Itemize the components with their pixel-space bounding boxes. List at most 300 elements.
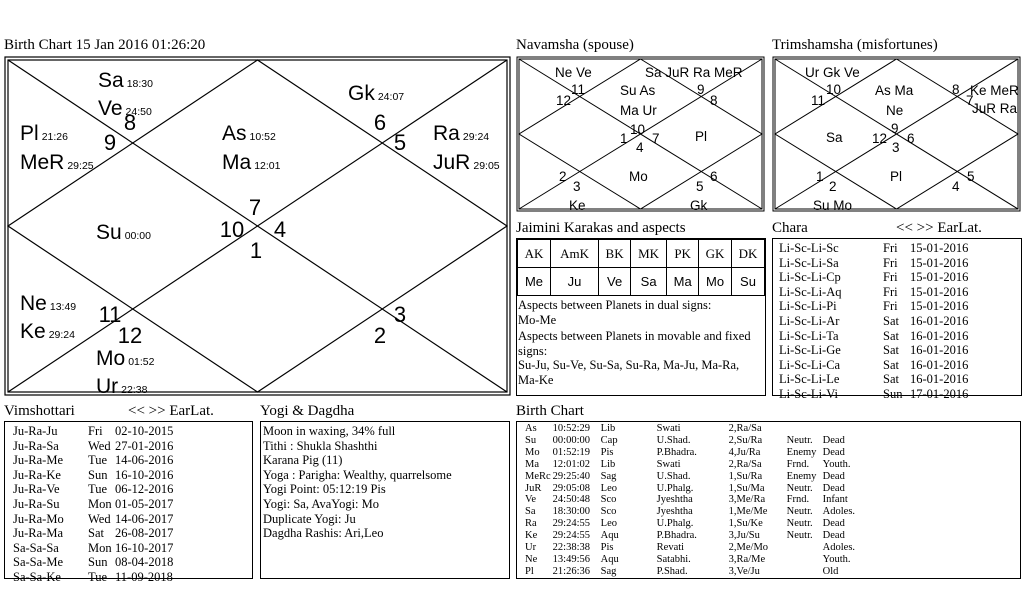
dasha-period: Ju-Ra-Ju [13,424,58,438]
planet-name: MeR [20,151,65,174]
house-number: 11 [98,302,122,327]
planet-row [525,459,875,471]
planet-avastha: Dead [822,470,845,482]
planet-nakshatra: Swati [656,458,681,470]
dasha-date: 15-01-2016 [910,255,969,270]
dasha-weekday: Tue [88,482,107,497]
planet-degree: 10:52 [249,131,276,143]
dasha-period: Li-Sc-Li-Sc [779,241,839,255]
dasha-row[interactable] [13,497,195,512]
chart-label: Pl [695,129,708,144]
dasha-period: Ju-Ra-Ke [13,467,61,482]
planet-name: Ke [20,320,46,343]
planet-row [525,423,875,435]
aspects-movable-title: Aspects between Planets in movable and fixed signs: [518,329,751,358]
planet-mer [20,151,94,174]
chart-label: Ur Gk Ve [805,65,860,80]
planet-row [525,566,875,578]
chart-label: Su As [620,83,656,98]
planet-row [525,530,875,542]
planet-mo [96,347,155,370]
birth-table-panel [516,421,1021,579]
dasha-row[interactable] [779,343,990,358]
dasha-row[interactable] [13,541,195,556]
dasha-period: Li-Sc-Li-Le [779,372,840,387]
planet-relation [787,566,823,578]
dasha-period: Li-Sc-Li-Ar [779,313,840,328]
dasha-weekday: Sat [883,313,899,328]
dasha-weekday: Sat [883,328,899,343]
dasha-weekday: Sun [88,555,108,570]
planet-body: As [525,423,537,434]
planet-sign: Sag [600,470,617,482]
chart-label: JuR Ra [972,101,1018,116]
dasha-period: Li-Sc-Li-Ge [779,343,841,358]
dasha-date: 16-01-2016 [910,313,969,328]
planet-pada-lords: 2,Me/Mo [728,542,769,554]
planet-degree: 29:25 [67,160,94,172]
planet-pada-lords: 4,Ju/Ra [728,446,761,458]
dasha-row[interactable] [13,526,195,541]
dasha-row[interactable] [13,512,195,527]
planet-body: JuR [525,482,542,494]
planet-sign: Pis [600,542,614,554]
chart-label: 5 [696,179,704,194]
planet-nakshatra: Revati [656,542,685,554]
chart-label: 1 [620,131,628,146]
chart-label: 12 [556,93,572,108]
chart-label: As Ma [875,83,914,98]
dasha-row[interactable] [779,241,990,256]
dasha-row[interactable] [13,424,195,439]
dasha-date: 06-12-2016 [115,482,174,497]
planet-relation: Neutr. [786,518,813,530]
dasha-weekday: Fri [883,270,898,285]
planet-pada-lords: 2,Su/Ra [728,434,763,446]
dasha-row[interactable] [13,570,195,585]
planet-sign: Sag [600,565,617,577]
planet-body: Ra [525,518,537,530]
planet-name: As [222,122,247,145]
planet-pada-lords: 2,Ra/Sa [728,423,762,434]
planet-degree: 24:07 [377,91,405,103]
planet-pada-lords: 3,Me/Ra [728,494,766,506]
yogi-title: Yogi & Dagdha [260,403,355,419]
planet-relation: Neutr. [786,530,813,542]
dasha-weekday: Fri [883,284,898,299]
karaka-value: Su [732,268,765,296]
chart-label: Ne [886,103,904,118]
planet-longitude: 29:25:40 [552,470,591,482]
dasha-date: 16-01-2016 [910,372,969,387]
dasha-row[interactable] [13,453,195,468]
planet-relation: Enemy [786,470,817,482]
chart-label: 11 [811,93,826,108]
planet-body: Ne [525,553,538,565]
planet-ra [433,122,489,145]
planet-degree: 18:30 [126,78,153,90]
planet-nakshatra: Satabhi. [656,553,691,565]
chara-dasha-table [779,241,990,402]
dasha-period: Sa-Sa-Sa [13,540,59,555]
dasha-weekday: Fri [883,241,898,255]
planet-nakshatra: Swati [656,423,681,434]
planet-pada-lords: 1,Me/Me [728,506,768,518]
planet-row [525,554,875,566]
planet-row [525,471,875,483]
dasha-period: Li-Sc-Li-Cp [779,270,841,285]
karaka-header: GK [699,240,732,268]
karaka-header: PK [667,240,699,268]
dasha-weekday: Wed [88,438,111,453]
dasha-weekday: Sat [88,526,104,541]
karaka-value: Ma [667,268,699,296]
planet-longitude: 13:49:56 [552,553,591,565]
planet-degree: 00:00 [124,230,151,242]
birth-table-title: Birth Chart [516,403,584,419]
karaka-value: Sa [631,268,667,296]
planet-body: Ve [525,494,537,506]
dasha-date: 27-01-2016 [115,438,174,453]
planet-jur [433,151,500,174]
dasha-row[interactable] [779,314,990,329]
yogi-line: Yogi Point: 05:12:19 Pis [263,482,386,497]
karaka-value: Mo [699,268,732,296]
dasha-date: 16-10-2016 [115,467,174,482]
jaimini-title: Jaimini Karakas and aspects [516,220,686,236]
dasha-row[interactable] [779,270,990,285]
planet-name: Mo [96,347,126,370]
vimshottari-panel [4,421,253,584]
planet-row [525,483,875,495]
karaka-header: MK [631,240,667,268]
dasha-period: Ju-Ra-Me [13,453,63,468]
planet-name: Su [96,221,122,244]
planet-as [222,122,276,145]
planet-gk [348,82,404,105]
dasha-period: Li-Sc-Li-Pi [779,299,837,314]
house-number: 9 [103,130,117,155]
planet-nakshatra: P.Bhadra. [656,530,697,542]
chart-label: 4 [636,140,644,155]
planet-longitude: 22:38:38 [552,542,591,554]
planet-degree: 01:52 [128,356,155,368]
dasha-weekday: Fri [88,424,103,438]
dasha-weekday: Sat [883,343,899,358]
dasha-period: Ju-Ra-Ve [13,482,60,497]
dasha-date: 14-06-2016 [115,453,174,468]
dasha-period: Li-Sc-Li-Sa [779,255,839,270]
chart-label: 6 [907,131,915,146]
planet-avastha: Youth. [822,458,851,470]
planet-sign: Lib [600,423,616,434]
dasha-weekday: Sat [883,372,899,387]
chart-label: Sa [826,130,843,145]
yogi-line: Yogi: Sa, AvaYogi: Mo [263,496,380,511]
chart-label: 3 [573,179,581,194]
dasha-period: Li-Sc-Li-Ta [779,328,839,343]
planet-degree: 21:26 [41,131,68,143]
dasha-row[interactable] [779,285,990,300]
jaimini-panel [516,238,766,396]
yogi-lines [261,422,509,541]
dasha-date: 16-10-2017 [115,540,174,555]
planet-relation: Neutr. [786,506,813,518]
yogi-line: Yoga : Parigha: Wealthy, quarrelsome [263,467,452,482]
planet-body: Su [525,434,537,446]
dasha-weekday: Wed [88,511,111,526]
planet-name: Ur [96,375,119,396]
planet-avastha: Old [822,565,839,577]
planet-sign: Pis [600,446,614,458]
vimshottari-nav[interactable]: << >> EarLat. [128,403,214,419]
planet-name: JuR [433,151,471,174]
chart-label: 6 [710,169,718,184]
planet-body: Ke [525,530,538,542]
dasha-row[interactable] [13,468,195,483]
karaka-header: AmK [550,240,598,268]
planet-longitude: 21:26:36 [552,565,591,577]
chart-label: 4 [952,179,960,194]
chart-label: Su Mo [813,198,853,212]
planet-pada-lords: 3,Ve/Ju [728,565,760,577]
planet-degree: 13:49 [49,301,77,313]
dasha-period: Li-Sc-Li-Vi [779,386,838,401]
planet-avastha: Dead [822,518,845,530]
planet-relation [787,542,823,554]
planet-degree: 22:38 [121,384,148,396]
karaka-table [517,239,765,296]
planet-ma [222,151,281,174]
dasha-date: 08-04-2018 [115,555,174,570]
planet-longitude: 29:24:55 [552,518,591,530]
chara-nav[interactable]: << >> EarLat. [896,220,982,236]
planet-row [525,542,875,554]
planet-sign: Aqu [600,553,619,565]
planet-positions-table [525,423,875,578]
chart-label: 10 [826,82,842,97]
planet-nakshatra: U.Phalg. [656,482,694,494]
dasha-period: Sa-Sa-Ke [13,569,61,584]
karaka-header: AK [518,240,551,268]
house-number: 3 [393,302,407,327]
planet-longitude: 29:05:08 [552,482,591,494]
planet-nakshatra: P.Shad. [656,565,688,577]
planet-longitude: 12:01:02 [552,458,591,470]
chart-label: 9 [697,82,705,97]
karaka-value: Ve [599,268,631,296]
dasha-date: 26-08-2017 [115,526,174,541]
planet-relation: Enemy [786,446,817,458]
planet-longitude: 10:52:29 [552,423,591,434]
chart-label: 11 [571,82,586,97]
navamsha-chart [516,56,765,212]
dasha-period: Ju-Ra-Mo [13,511,64,526]
trimshamsha-chart [772,56,1021,212]
karaka-header: DK [732,240,765,268]
planet-relation: Neutr. [786,434,813,446]
planet-sa [98,69,153,92]
planet-nakshatra: P.Bhadra. [656,446,697,458]
planet-relation [787,423,823,435]
dasha-weekday: Fri [883,299,898,314]
chart-label: Ke [569,198,586,212]
dasha-weekday: Sun [883,386,903,401]
chart-label: Ne Ve [555,65,592,80]
chart-label: 2 [559,169,567,184]
planet-pada-lords: 2,Ra/Sa [728,458,762,470]
planet-body: MeRc [525,470,551,482]
planet-degree: 12:01 [254,160,281,172]
dasha-date: 11-09-2018 [115,569,173,584]
karaka-value: Ju [550,268,598,296]
planet-name: Ve [98,97,123,120]
planet-avastha: Dead [822,446,845,458]
chart-label: 8 [952,82,960,97]
dasha-row[interactable] [779,256,990,271]
dasha-period: Sa-Sa-Me [13,555,63,570]
planet-body: Ma [525,458,539,470]
planet-avastha: Youth. [822,553,851,565]
karaka-header: BK [599,240,631,268]
north-indian-birth-chart [4,56,511,396]
planet-degree: 29:24 [48,329,75,341]
dasha-weekday: Sun [88,467,108,482]
planet-longitude: 29:24:55 [552,530,591,542]
planet-row [525,494,875,506]
house-number: 6 [373,110,387,135]
dasha-row[interactable] [13,439,195,454]
dasha-weekday: Tue [88,569,107,584]
dasha-date: 15-01-2016 [910,299,969,314]
planet-relation [787,554,823,566]
chart-label: Sa JuR Ra MeR [645,65,743,80]
chara-title: Chara [772,220,808,236]
planet-sign: Leo [600,482,617,494]
planet-name: Ma [222,151,252,174]
planet-avastha: Dead [822,530,845,542]
planet-relation: Frnd. [786,458,810,470]
planet-nakshatra: U.Shad. [656,470,691,482]
dasha-period: Ju-Ra-Sa [13,438,59,453]
dasha-row[interactable] [779,299,990,314]
aspects-dual-title: Aspects between Planets in dual signs: [518,298,712,312]
planet-ur [96,375,148,396]
chart-label: 7 [652,131,660,146]
aspects-dual-value: Mo-Me [518,312,557,327]
dasha-period: Li-Sc-Li-Ca [779,357,841,372]
vimshottari-title: Vimshottari [4,403,75,419]
chart-label: 2 [829,179,837,194]
navamsha-title: Navamsha (spouse) [516,37,634,53]
planet-ne [20,292,76,315]
house-number: 1 [249,238,263,263]
planet-longitude: 00:00:00 [552,434,591,446]
aspects-movable-value: Su-Ju, Su-Ve, Su-Sa, Su-Ra, Ma-Ju, Ma-Ra, Ma-Ke [518,358,740,387]
karaka-value: Me [518,268,551,296]
trimshamsha-title: Trimshamsha (misfortunes) [772,37,938,53]
planet-row [525,435,875,447]
house-number: 8 [123,110,137,135]
chart-label: 1 [816,169,824,184]
dasha-weekday: Sat [883,357,899,372]
yogi-line: Tithi : Shukla Shashthi [263,438,378,453]
house-number: 2 [373,323,387,348]
dasha-row[interactable] [13,555,195,570]
dasha-date: 14-06-2017 [115,511,174,526]
planet-body: Mo [525,446,540,458]
planet-row [525,447,875,459]
planet-degree: 29:05 [473,160,500,172]
dasha-date: 16-01-2016 [910,343,969,358]
dasha-row[interactable] [779,329,990,344]
planet-avastha: Adoles. [822,542,856,554]
planet-pada-lords: 3,Ju/Su [728,530,760,542]
chart-label: 5 [967,169,975,184]
chart-label: Pl [890,169,903,184]
dasha-period: Li-Sc-Li-Aq [779,284,842,299]
dasha-date: 15-01-2016 [910,270,969,285]
dasha-period: Ju-Ra-Su [13,496,60,511]
yogi-line: Dagdha Rashis: Ari,Leo [263,526,384,541]
house-number: 12 [117,323,143,348]
planet-ve [98,97,152,120]
dasha-period: Ju-Ra-Ma [13,526,63,541]
house-number: 7 [248,195,262,220]
planet-sign: Leo [600,518,617,530]
dasha-row[interactable] [779,387,990,402]
planet-avastha [823,423,875,435]
planet-sign: Aqu [600,530,619,542]
planet-longitude: 01:52:19 [552,446,591,458]
dasha-row[interactable] [13,482,195,497]
vimshottari-dasha-table [13,424,195,585]
dasha-weekday: Tue [88,453,107,468]
planet-avastha: Infant [822,494,848,506]
yogi-panel [260,421,510,579]
planet-name: Sa [98,69,124,92]
planet-body: Sa [525,506,536,518]
planet-nakshatra: U.Phalg. [656,518,694,530]
planet-sign: Lib [600,458,616,470]
planet-pada-lords: 1,Su/Ma [728,482,765,494]
planet-nakshatra: Jyeshtha [656,506,693,518]
planet-pada-lords: 1,Su/Ke [728,518,763,530]
house-number: 10 [219,217,245,242]
planet-avastha: Dead [822,434,845,446]
dasha-row[interactable] [779,358,990,373]
planet-nakshatra: U.Shad. [656,434,691,446]
planet-degree: 29:24 [462,131,490,143]
planet-sign: Cap [600,434,618,446]
dasha-date: 17-01-2016 [910,386,969,401]
chart-label: Mo [629,169,648,184]
dasha-weekday: Fri [883,255,898,270]
chart-label: Ke MeR [970,83,1019,98]
planet-nakshatra: Jyeshtha [656,494,693,506]
dasha-date: 15-01-2016 [910,284,969,299]
dasha-date: 02-10-2015 [115,424,174,438]
dasha-date: 15-01-2016 [910,241,969,255]
yogi-line: Duplicate Yogi: Ju [263,511,356,526]
planet-row [525,518,875,530]
planet-avastha: Dead [822,482,845,494]
planet-row [525,506,875,518]
planet-avastha: Adoles. [822,506,856,518]
planet-longitude: 18:30:00 [552,506,591,518]
planet-sign: Sco [600,506,617,518]
dasha-row[interactable] [779,372,990,387]
